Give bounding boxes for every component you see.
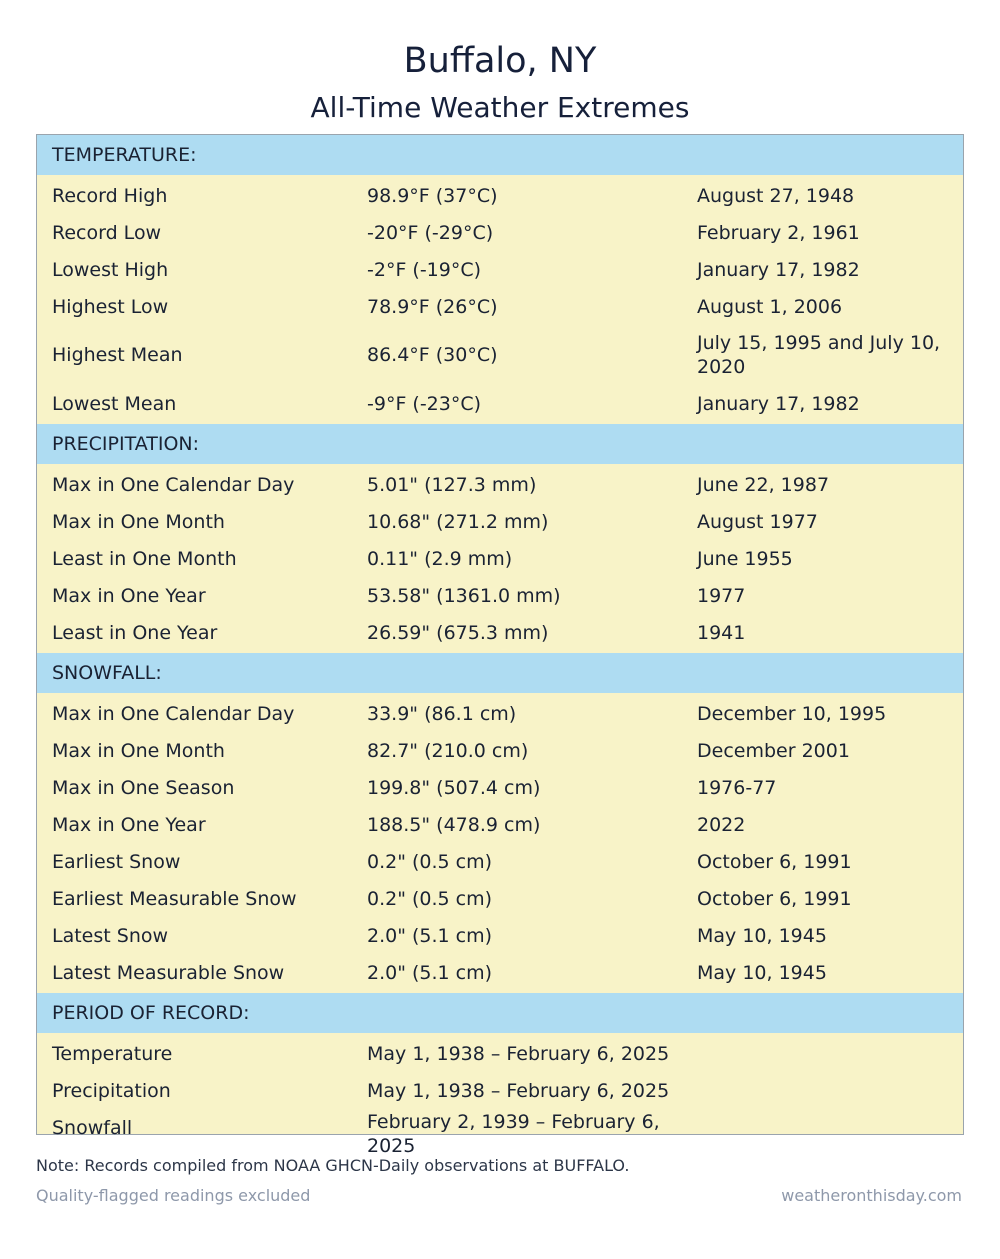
row-date: January 17, 1982 [697, 392, 860, 415]
footnote: Note: Records compiled from NOAA GHCN-Daily observations at BUFFALO. [36, 1156, 630, 1175]
row-value: -9°F (-23°C) [367, 392, 482, 415]
row-label: Least in One Month [52, 547, 237, 570]
row-label: Least in One Year [52, 621, 218, 644]
source-credit: weatheronthisday.com [781, 1186, 962, 1205]
row-date: August 1977 [697, 510, 818, 533]
qualifier-note: Quality-flagged readings excluded [36, 1186, 311, 1205]
section-header-temperature: TEMPERATURE: [37, 135, 963, 175]
row-value: 2.0" (5.1 cm) [367, 961, 493, 984]
row-value: 82.7" (210.0 cm) [367, 739, 529, 762]
extremes-table [36, 134, 964, 1157]
table-row [37, 917, 963, 954]
row-date: 1976-77 [697, 776, 777, 799]
row-value: 98.9°F (37°C) [367, 184, 498, 207]
row-value: 53.58" (1361.0 mm) [367, 584, 561, 607]
table-row [37, 577, 963, 614]
row-date: August 27, 1948 [697, 184, 855, 207]
row-date: 2022 [697, 813, 746, 836]
row-label: Earliest Measurable Snow [52, 887, 297, 910]
table-row [37, 1035, 963, 1072]
table-row [37, 695, 963, 732]
row-label: Snowfall [52, 1116, 133, 1139]
row-label: Lowest Mean [52, 392, 177, 415]
row-value: 0.2" (0.5 cm) [367, 887, 493, 910]
row-value: May 1, 1938 – February 6, 2025 [367, 1042, 670, 1065]
table-row [37, 251, 963, 288]
table-row [37, 806, 963, 843]
row-label: Precipitation [52, 1079, 171, 1102]
table-row [37, 177, 963, 214]
row-value: 199.8" (507.4 cm) [367, 776, 541, 799]
row-date: August 1, 2006 [697, 295, 843, 318]
row-label: Record High [52, 184, 168, 207]
row-date: July 15, 1995 and July 10, 2020 [697, 332, 941, 378]
row-value: May 1, 1938 – February 6, 2025 [367, 1079, 670, 1102]
row-value: 0.2" (0.5 cm) [367, 850, 493, 873]
row-label: Lowest High [52, 258, 169, 281]
row-value: -20°F (-29°C) [367, 221, 494, 244]
row-label: Max in One Season [52, 776, 235, 799]
page-title: Buffalo, NY [403, 41, 597, 81]
row-label: Max in One Calendar Day [52, 473, 295, 496]
row-label: Earliest Snow [52, 850, 181, 873]
table-row [37, 503, 963, 540]
row-label: Temperature [52, 1042, 173, 1065]
row-value: -2°F (-19°C) [367, 258, 482, 281]
row-date: May 10, 1945 [697, 924, 827, 947]
row-date: 1941 [697, 621, 746, 644]
section-header-snowfall: SNOWFALL: [37, 653, 963, 693]
section-body-temperature [37, 175, 963, 424]
row-value: 2.0" (5.1 cm) [367, 924, 493, 947]
row-value: 86.4°F (30°C) [367, 344, 498, 366]
row-date: June 22, 1987 [697, 473, 830, 496]
table-row [37, 732, 963, 769]
table-row [37, 540, 963, 577]
row-date: January 17, 1982 [697, 258, 860, 281]
row-label: Latest Snow [52, 924, 169, 947]
page-subtitle: All-Time Weather Extremes [310, 91, 690, 124]
row-value: February 2, 1939 – February 6, 2025 [367, 1110, 660, 1157]
section-header-precipitation: PRECIPITATION: [37, 424, 963, 464]
row-date: June 1955 [697, 547, 793, 570]
section-body-period [37, 1033, 963, 1157]
row-value: 5.01" (127.3 mm) [367, 473, 537, 496]
table-row [37, 1109, 963, 1157]
row-date: December 2001 [697, 739, 850, 762]
table-row [37, 1072, 963, 1109]
row-value: 33.9" (86.1 cm) [367, 702, 517, 725]
row-label: Max in One Year [52, 813, 206, 836]
row-value: 188.5" (478.9 cm) [367, 813, 541, 836]
row-label: Max in One Month [52, 510, 225, 533]
row-date: October 6, 1991 [697, 850, 852, 873]
row-label: Max in One Year [52, 584, 206, 607]
table-row [37, 214, 963, 251]
table-row [37, 769, 963, 806]
row-label: Record Low [52, 221, 162, 244]
row-date: May 10, 1945 [697, 961, 827, 984]
row-date: December 10, 1995 [697, 702, 887, 725]
row-label: Latest Measurable Snow [52, 961, 285, 984]
row-value: 78.9°F (26°C) [367, 295, 498, 318]
row-label: Max in One Month [52, 739, 225, 762]
row-label: Highest Low [52, 295, 169, 318]
row-value: 0.11" (2.9 mm) [367, 547, 513, 570]
row-date: 1977 [697, 584, 746, 607]
section-header-period: PERIOD OF RECORD: [37, 993, 963, 1033]
table-row [37, 843, 963, 880]
row-value: 26.59" (675.3 mm) [367, 621, 549, 644]
table-row [37, 385, 963, 422]
row-value: 10.68" (271.2 mm) [367, 510, 549, 533]
row-date: October 6, 1991 [697, 887, 852, 910]
table-row [37, 880, 963, 917]
table-row [37, 325, 963, 385]
row-label: Highest Mean [52, 344, 183, 366]
table-row [37, 466, 963, 503]
row-date: February 2, 1961 [697, 221, 860, 244]
row-label: Max in One Calendar Day [52, 702, 295, 725]
table-row [37, 954, 963, 991]
table-row [37, 614, 963, 651]
table-row [37, 288, 963, 325]
section-body-precipitation [37, 464, 963, 653]
section-body-snowfall [37, 693, 963, 993]
